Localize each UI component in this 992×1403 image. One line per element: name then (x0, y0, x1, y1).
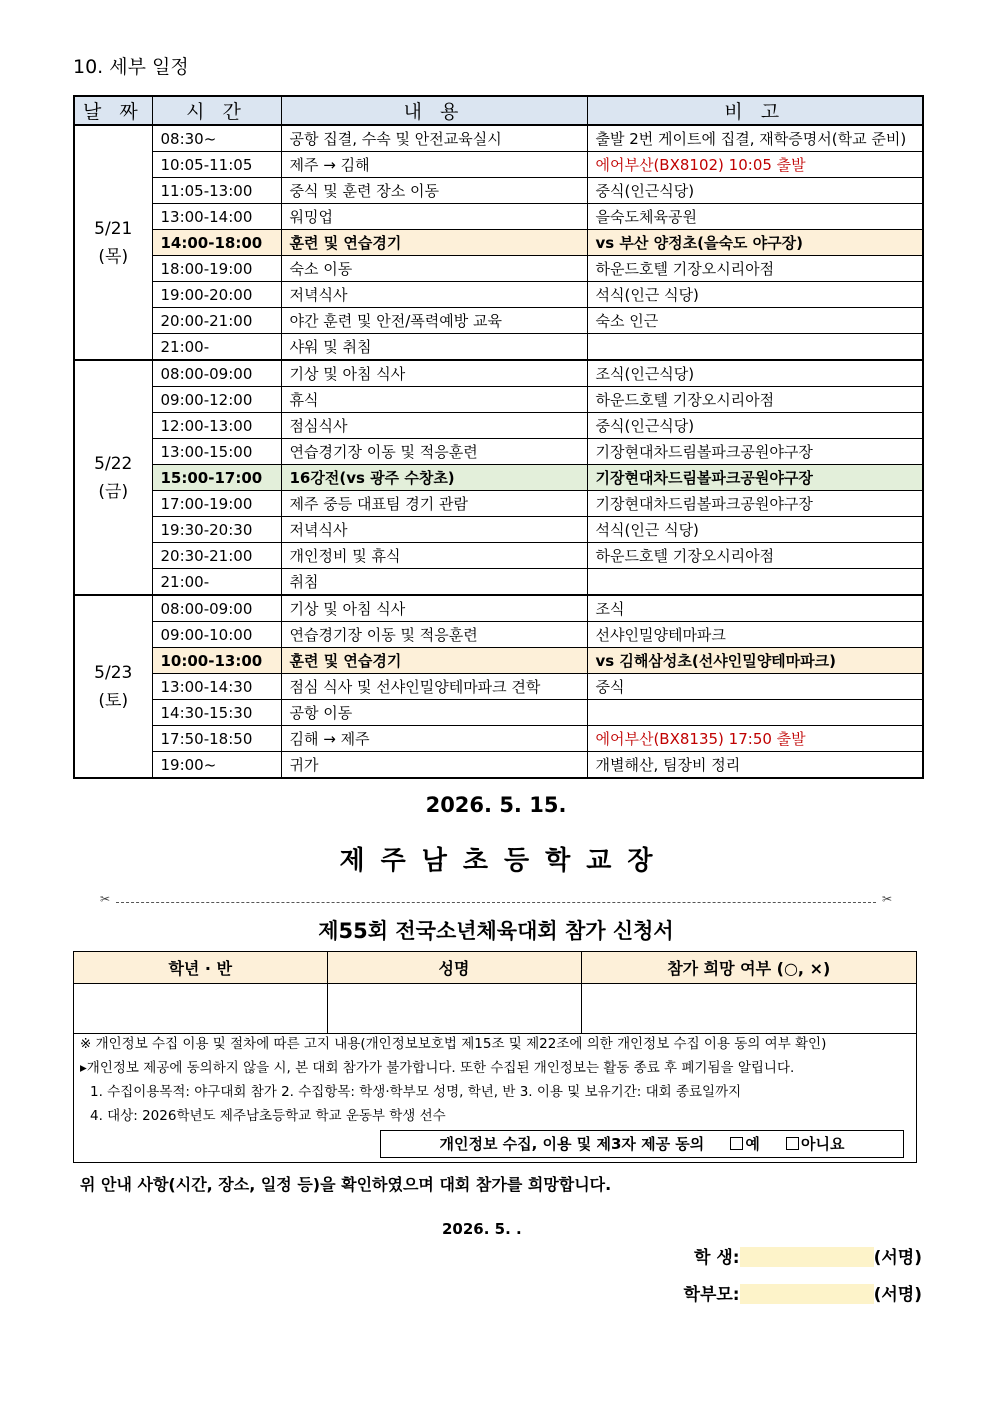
schedule-row (74, 152, 923, 178)
content-cell: 기상 및 아침 식사 (281, 360, 587, 387)
note-cell (587, 700, 923, 726)
time-cell: 17:50-18:50 (152, 726, 281, 752)
note-cell: 출발 2번 게이트에 집결, 재학증명서(학교 준비) (587, 125, 923, 152)
date-cell (74, 360, 152, 595)
time-cell: 12:00-13:00 (152, 413, 281, 439)
note-cell: 하운드호텔 기장오시리아점 (587, 387, 923, 413)
sign-suffix: (서명) (873, 1248, 922, 1268)
parent-label: 학부모: (683, 1285, 740, 1305)
schedule-row (74, 387, 923, 413)
header-grade-class: 학년 · 반 (74, 952, 327, 984)
schedule-row (74, 465, 923, 491)
schedule-row (74, 491, 923, 517)
note-cell: 에어부산(BX8135) 17:50 출발 (587, 726, 923, 752)
content-cell: 훈련 및 연습경기 (281, 648, 587, 674)
content-cell: 김해 → 제주 (281, 726, 587, 752)
time-cell: 19:00-20:00 (152, 282, 281, 308)
header-date: 날 짜 (74, 96, 152, 125)
content-cell: 제주 중등 대표팀 경기 관람 (281, 491, 587, 517)
consent-no-label: 아니요 (801, 1135, 845, 1153)
note-cell: 하운드호텔 기장오시리아점 (587, 543, 923, 569)
time-cell: 20:30-21:00 (152, 543, 281, 569)
time-cell: 08:00-09:00 (152, 595, 281, 622)
note-cell: vs 부산 양정초(을숙도 야구장) (587, 230, 923, 256)
content-cell: 공항 집결, 수속 및 안전교육실시 (281, 125, 587, 152)
content-cell: 훈련 및 연습경기 (281, 230, 587, 256)
scissors-icon: ✂ (881, 892, 892, 906)
schedule-row (74, 125, 923, 152)
note-cell: 에어부산(BX8102) 10:05 출발 (587, 152, 923, 178)
time-cell: 13:00-14:30 (152, 674, 281, 700)
time-cell: 11:05-13:00 (152, 178, 281, 204)
date-label: 5/23 (94, 662, 133, 683)
header-content: 내 용 (281, 96, 587, 125)
time-cell: 13:00-15:00 (152, 439, 281, 465)
form-title: 제55회 전국소년체육대회 참가 신청서 (318, 919, 674, 943)
schedule-row (74, 674, 923, 700)
content-cell: 기상 및 아침 식사 (281, 595, 587, 622)
consent-box (380, 1130, 904, 1158)
issue-date: 2026. 5. 15. (425, 793, 567, 817)
header-name: 성명 (327, 952, 581, 984)
consent-yes-label: 예 (745, 1135, 760, 1153)
schedule-row (74, 752, 923, 779)
participation-field[interactable] (581, 984, 916, 1034)
parent-signature-row (684, 1280, 922, 1305)
date-label: 5/22 (94, 453, 133, 474)
schedule-row (74, 334, 923, 361)
notice-line: ▸개인정보 제공에 동의하지 않을 시, 본 대회 참가가 불가합니다. 또한 수집된 개인정보는 활동 종료 후 폐기됨을 알립니다. (80, 1060, 795, 1076)
consent-label: 개인정보 수집, 이용 및 제3자 제공 동의 (439, 1135, 705, 1153)
content-cell: 점심식사 (281, 413, 587, 439)
content-cell: 연습경기장 이동 및 적응훈련 (281, 439, 587, 465)
note-cell: 기장현대차드림볼파크공원야구장 (587, 439, 923, 465)
privacy-notice (80, 1032, 826, 1128)
time-cell: 08:00-09:00 (152, 360, 281, 387)
notice-line: ※ 개인정보 수집 이용 및 절차에 따른 고지 내용(개인정보보호법 제15조 및 제22조에 의한 개인정보 수집 이용 동의 여부 확인) (80, 1036, 827, 1052)
weekday-label: (금) (98, 481, 129, 502)
header-time: 시 간 (152, 96, 281, 125)
note-cell: 중식(인근식당) (587, 178, 923, 204)
sign-suffix: (서명) (873, 1285, 922, 1305)
note-cell: 조식 (587, 595, 923, 622)
schedule-row (74, 439, 923, 465)
application-form (73, 951, 917, 1163)
note-cell: 중식(인근식당) (587, 413, 923, 439)
content-cell: 야간 훈련 및 안전/폭력예방 교육 (281, 308, 587, 334)
content-cell: 점심 식사 및 선샤인밀양테마파크 견학 (281, 674, 587, 700)
time-cell: 19:00~ (152, 752, 281, 779)
time-cell: 14:00-18:00 (152, 230, 281, 256)
schedule-body (74, 125, 923, 778)
note-cell: 기장현대차드림볼파크공원야구장 (587, 465, 923, 491)
time-cell: 18:00-19:00 (152, 256, 281, 282)
content-cell: 저녁식사 (281, 517, 587, 543)
content-cell: 공항 이동 (281, 700, 587, 726)
header-participation: 참가 희망 여부 (○, ×) (581, 952, 916, 984)
notice-line: 4. 대상: 2026학년도 제주남초등학교 학교 운동부 학생 선수 (90, 1108, 446, 1124)
time-cell: 17:00-19:00 (152, 491, 281, 517)
principal-signature: 제주남초등학교장 (339, 846, 669, 876)
application-input-row (74, 984, 916, 1034)
content-cell: 휴식 (281, 387, 587, 413)
schedule-row (74, 543, 923, 569)
time-cell: 15:00-17:00 (152, 465, 281, 491)
scissors-icon: ✂ (100, 892, 111, 906)
schedule-table (73, 95, 924, 779)
schedule-row (74, 700, 923, 726)
parent-signature-field[interactable] (740, 1284, 874, 1304)
note-cell: 을숙도체육공원 (587, 204, 923, 230)
note-cell: 기장현대차드림볼파크공원야구장 (587, 491, 923, 517)
grade-class-field[interactable] (74, 984, 327, 1034)
note-cell: 조식(인근식당) (587, 360, 923, 387)
schedule-header-row (74, 96, 923, 125)
time-cell: 14:30-15:30 (152, 700, 281, 726)
schedule-row (74, 308, 923, 334)
schedule-row (74, 360, 923, 387)
consent-no-checkbox[interactable] (786, 1137, 799, 1150)
student-label: 학 생: (694, 1248, 740, 1268)
time-cell: 20:00-21:00 (152, 308, 281, 334)
content-cell: 샤워 및 취침 (281, 334, 587, 361)
date-label: 5/21 (94, 218, 133, 239)
application-header-row (74, 952, 916, 984)
content-cell: 16강전(vs 광주 수창초) (281, 465, 587, 491)
content-cell: 숙소 이동 (281, 256, 587, 282)
schedule-row (74, 648, 923, 674)
signature-date: 2026. 5. . (442, 1220, 522, 1238)
section-title: 10. 세부 일정 (73, 56, 189, 78)
note-cell: 석식(인근 식당) (587, 517, 923, 543)
time-cell: 08:30~ (152, 125, 281, 152)
schedule-row (74, 569, 923, 596)
time-cell: 21:00- (152, 334, 281, 361)
date-cell (74, 125, 152, 360)
note-cell: 숙소 인근 (587, 308, 923, 334)
schedule-row (74, 517, 923, 543)
dashed-divider (116, 902, 876, 903)
note-cell (587, 569, 923, 596)
content-cell: 개인정비 및 휴식 (281, 543, 587, 569)
note-cell: vs 김해삼성초(선샤인밀양테마파크) (587, 648, 923, 674)
schedule-row (74, 726, 923, 752)
schedule-row (74, 230, 923, 256)
student-signature-field[interactable] (740, 1247, 874, 1267)
confirmation-text: 위 안내 사항(시간, 장소, 일정 등)을 확인하였으며 대회 참가를 희망합니다. (80, 1175, 612, 1194)
schedule-row (74, 622, 923, 648)
notice-line: 1. 수집이용목적: 야구대회 참가 2. 수집항목: 학생·학부모 성명, 학년, 반 3. 이용 및 보유기간: 대회 종료일까지 (90, 1084, 742, 1100)
weekday-label: (토) (98, 690, 129, 711)
time-cell: 10:00-13:00 (152, 648, 281, 674)
time-cell: 09:00-10:00 (152, 622, 281, 648)
note-cell: 중식 (587, 674, 923, 700)
content-cell: 취침 (281, 569, 587, 596)
schedule-row (74, 413, 923, 439)
cut-line (100, 892, 892, 909)
student-signature-row (694, 1243, 922, 1268)
schedule-row (74, 256, 923, 282)
content-cell: 연습경기장 이동 및 적응훈련 (281, 622, 587, 648)
content-cell: 제주 → 김해 (281, 152, 587, 178)
content-cell: 워밍업 (281, 204, 587, 230)
time-cell: 09:00-12:00 (152, 387, 281, 413)
schedule-row (74, 282, 923, 308)
content-cell: 저녁식사 (281, 282, 587, 308)
application-table (74, 952, 916, 1034)
note-cell: 개별해산, 팀장비 정리 (587, 752, 923, 779)
date-cell (74, 595, 152, 778)
time-cell: 13:00-14:00 (152, 204, 281, 230)
time-cell: 21:00- (152, 569, 281, 596)
header-note: 비 고 (587, 96, 923, 125)
content-cell: 중식 및 훈련 장소 이동 (281, 178, 587, 204)
weekday-label: (목) (98, 246, 129, 267)
note-cell (587, 334, 923, 361)
note-cell: 하운드호텔 기장오시리아점 (587, 256, 923, 282)
schedule-row (74, 178, 923, 204)
consent-yes-checkbox[interactable] (730, 1137, 743, 1150)
note-cell: 석식(인근 식당) (587, 282, 923, 308)
note-cell: 선샤인밀양테마파크 (587, 622, 923, 648)
time-cell: 19:30-20:30 (152, 517, 281, 543)
time-cell: 10:05-11:05 (152, 152, 281, 178)
content-cell: 귀가 (281, 752, 587, 779)
schedule-row (74, 204, 923, 230)
name-field[interactable] (327, 984, 581, 1034)
schedule-row (74, 595, 923, 622)
